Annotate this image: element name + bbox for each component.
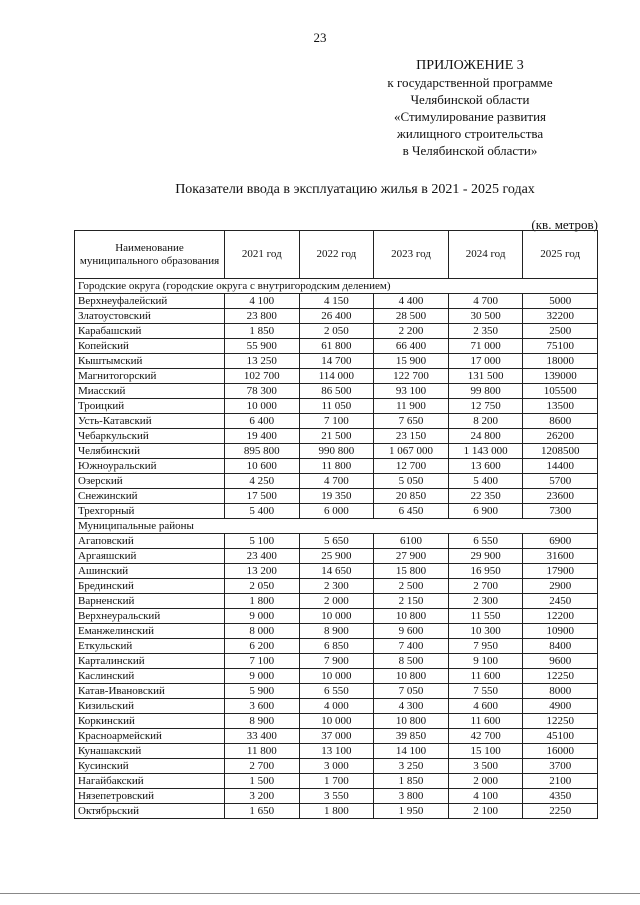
value-cell: 2500 (523, 324, 598, 339)
value-cell: 10 300 (448, 624, 523, 639)
value-cell: 8400 (523, 639, 598, 654)
value-cell: 4 600 (448, 699, 523, 714)
table-row (75, 549, 598, 564)
value-cell: 13 100 (299, 744, 374, 759)
value-cell: 1 850 (374, 774, 449, 789)
value-cell: 10 000 (299, 714, 374, 729)
value-cell: 33 400 (225, 729, 300, 744)
value-cell: 5 650 (299, 534, 374, 549)
table-row (75, 699, 598, 714)
municipality-name: Агаповский (75, 534, 225, 549)
value-cell: 4350 (523, 789, 598, 804)
value-cell: 9 000 (225, 609, 300, 624)
value-cell: 2900 (523, 579, 598, 594)
value-cell: 2 700 (448, 579, 523, 594)
municipality-name: Копейский (75, 339, 225, 354)
section-row (75, 279, 598, 294)
header-municipality: Наименование муниципального образования (75, 231, 225, 279)
value-cell: 2 100 (448, 804, 523, 819)
value-cell: 42 700 (448, 729, 523, 744)
municipality-name: Коркинский (75, 714, 225, 729)
value-cell: 22 350 (448, 489, 523, 504)
municipality-name: Брединский (75, 579, 225, 594)
municipality-name: Карабашский (75, 324, 225, 339)
header-year: 2024 год (448, 231, 523, 279)
value-cell: 99 800 (448, 384, 523, 399)
value-cell: 10 800 (374, 714, 449, 729)
value-cell: 5 400 (225, 504, 300, 519)
value-cell: 2450 (523, 594, 598, 609)
table-row (75, 354, 598, 369)
value-cell: 6 550 (448, 534, 523, 549)
section-label: Городские округа (городские округа с внутригородским делением) (75, 279, 598, 294)
value-cell: 16 950 (448, 564, 523, 579)
appendix-line: к государственной программе (387, 75, 553, 90)
value-cell: 2 700 (225, 759, 300, 774)
municipality-name: Варненский (75, 594, 225, 609)
value-cell: 6 400 (225, 414, 300, 429)
value-cell: 11 600 (448, 714, 523, 729)
value-cell: 15 100 (448, 744, 523, 759)
value-cell: 114 000 (299, 369, 374, 384)
value-cell: 86 500 (299, 384, 374, 399)
unit-label: (кв. метров) (531, 217, 598, 232)
value-cell: 12250 (523, 669, 598, 684)
table-row (75, 684, 598, 699)
value-cell: 9 100 (448, 654, 523, 669)
value-cell: 2 300 (299, 579, 374, 594)
value-cell: 10 600 (225, 459, 300, 474)
value-cell: 12 750 (448, 399, 523, 414)
value-cell: 75100 (523, 339, 598, 354)
value-cell: 1 950 (374, 804, 449, 819)
value-cell: 7 900 (299, 654, 374, 669)
value-cell: 6 850 (299, 639, 374, 654)
appendix-line: в Челябинской области» (402, 143, 538, 158)
value-cell: 4 250 (225, 474, 300, 489)
value-cell: 7 650 (374, 414, 449, 429)
value-cell: 11 800 (299, 459, 374, 474)
value-cell: 990 800 (299, 444, 374, 459)
value-cell: 1 143 000 (448, 444, 523, 459)
value-cell: 17 500 (225, 489, 300, 504)
municipality-name: Верхнеуральский (75, 609, 225, 624)
value-cell: 1 700 (299, 774, 374, 789)
value-cell: 7 400 (374, 639, 449, 654)
value-cell: 93 100 (374, 384, 449, 399)
value-cell: 6 200 (225, 639, 300, 654)
table-row (75, 669, 598, 684)
table-row (75, 429, 598, 444)
value-cell: 23 150 (374, 429, 449, 444)
value-cell: 11 800 (225, 744, 300, 759)
value-cell: 26200 (523, 429, 598, 444)
table-row (75, 714, 598, 729)
value-cell: 6 900 (448, 504, 523, 519)
municipality-name: Еткульский (75, 639, 225, 654)
value-cell: 105500 (523, 384, 598, 399)
municipality-name: Карталинский (75, 654, 225, 669)
value-cell: 4 100 (448, 789, 523, 804)
value-cell: 9 000 (225, 669, 300, 684)
table-row (75, 654, 598, 669)
value-cell: 2 150 (374, 594, 449, 609)
table-row (75, 384, 598, 399)
value-cell: 2 050 (225, 579, 300, 594)
value-cell: 11 600 (448, 669, 523, 684)
value-cell: 139000 (523, 369, 598, 384)
value-cell: 1 800 (225, 594, 300, 609)
appendix-line: «Стимулирование развития (393, 109, 547, 124)
value-cell: 7300 (523, 504, 598, 519)
table-row (75, 414, 598, 429)
table-row (75, 789, 598, 804)
value-cell: 5000 (523, 294, 598, 309)
table-row (75, 609, 598, 624)
value-cell: 8 500 (374, 654, 449, 669)
municipality-name: Аргаяшский (75, 549, 225, 564)
value-cell: 13500 (523, 399, 598, 414)
value-cell: 10900 (523, 624, 598, 639)
municipality-name: Златоустовский (75, 309, 225, 324)
value-cell: 8 900 (299, 624, 374, 639)
value-cell: 14 700 (299, 354, 374, 369)
appendix-heading: ПРИЛОЖЕНИЕ 3 (416, 58, 524, 73)
page-bottom-rule (0, 893, 640, 894)
value-cell: 131 500 (448, 369, 523, 384)
table-row (75, 729, 598, 744)
value-cell: 19 400 (225, 429, 300, 444)
value-cell: 23 400 (225, 549, 300, 564)
table-row (75, 489, 598, 504)
value-cell: 4 000 (299, 699, 374, 714)
value-cell: 27 900 (374, 549, 449, 564)
value-cell: 102 700 (225, 369, 300, 384)
value-cell: 2 200 (374, 324, 449, 339)
appendix-line: жилищного строительства (396, 126, 544, 141)
value-cell: 28 500 (374, 309, 449, 324)
value-cell: 10 800 (374, 669, 449, 684)
value-cell: 6 550 (299, 684, 374, 699)
value-cell: 12 700 (374, 459, 449, 474)
value-cell: 71 000 (448, 339, 523, 354)
municipality-name: Нагайбакский (75, 774, 225, 789)
value-cell: 4 300 (374, 699, 449, 714)
value-cell: 11 900 (374, 399, 449, 414)
value-cell: 30 500 (448, 309, 523, 324)
document-title: Показатели ввода в эксплуатацию жилья в 2021 - 2025 годах (175, 182, 535, 197)
value-cell: 122 700 (374, 369, 449, 384)
table-body (75, 279, 598, 819)
value-cell: 1 650 (225, 804, 300, 819)
value-cell: 8000 (523, 684, 598, 699)
value-cell: 15 800 (374, 564, 449, 579)
value-cell: 45100 (523, 729, 598, 744)
value-cell: 3 250 (374, 759, 449, 774)
municipality-name: Снежинский (75, 489, 225, 504)
value-cell: 15 900 (374, 354, 449, 369)
section-row (75, 519, 598, 534)
value-cell: 7 050 (374, 684, 449, 699)
value-cell: 8 200 (448, 414, 523, 429)
header-row (75, 231, 598, 279)
value-cell: 3700 (523, 759, 598, 774)
table-row (75, 294, 598, 309)
value-cell: 8 000 (225, 624, 300, 639)
value-cell: 7 100 (299, 414, 374, 429)
table-row (75, 564, 598, 579)
value-cell: 26 400 (299, 309, 374, 324)
table-row (75, 504, 598, 519)
municipality-name: Челябинский (75, 444, 225, 459)
indicators-table (74, 230, 598, 819)
table-row (75, 459, 598, 474)
appendix-line: Челябинской области (410, 92, 530, 107)
value-cell: 5 100 (225, 534, 300, 549)
header-year: 2021 год (225, 231, 300, 279)
value-cell: 13 600 (448, 459, 523, 474)
municipality-name: Верхнеуфалейский (75, 294, 225, 309)
value-cell: 21 500 (299, 429, 374, 444)
value-cell: 17900 (523, 564, 598, 579)
table-row (75, 579, 598, 594)
municipality-name: Усть-Катавский (75, 414, 225, 429)
value-cell: 3 500 (448, 759, 523, 774)
value-cell: 6900 (523, 534, 598, 549)
value-cell: 16000 (523, 744, 598, 759)
table-row (75, 639, 598, 654)
value-cell: 2100 (523, 774, 598, 789)
value-cell: 66 400 (374, 339, 449, 354)
value-cell: 24 800 (448, 429, 523, 444)
table-row (75, 759, 598, 774)
value-cell: 1 500 (225, 774, 300, 789)
value-cell: 6 450 (374, 504, 449, 519)
table-row (75, 339, 598, 354)
municipality-name: Катав-Ивановский (75, 684, 225, 699)
page-number: 23 (313, 30, 327, 45)
value-cell: 9600 (523, 654, 598, 669)
value-cell: 1 800 (299, 804, 374, 819)
value-cell: 2 050 (299, 324, 374, 339)
table-row (75, 774, 598, 789)
municipality-name: Южноуральский (75, 459, 225, 474)
table-row (75, 534, 598, 549)
value-cell: 8600 (523, 414, 598, 429)
value-cell: 37 000 (299, 729, 374, 744)
value-cell: 19 350 (299, 489, 374, 504)
value-cell: 4 400 (374, 294, 449, 309)
municipality-name: Красноармейский (75, 729, 225, 744)
value-cell: 8 900 (225, 714, 300, 729)
value-cell: 2 500 (374, 579, 449, 594)
value-cell: 2 000 (299, 594, 374, 609)
value-cell: 20 850 (374, 489, 449, 504)
municipality-name: Еманжелинский (75, 624, 225, 639)
value-cell: 1 067 000 (374, 444, 449, 459)
value-cell: 2 300 (448, 594, 523, 609)
value-cell: 3 200 (225, 789, 300, 804)
value-cell: 13 200 (225, 564, 300, 579)
table-row (75, 744, 598, 759)
value-cell: 23 800 (225, 309, 300, 324)
municipality-name: Магнитогорский (75, 369, 225, 384)
table-row (75, 324, 598, 339)
appendix-block (330, 57, 610, 159)
value-cell: 4 150 (299, 294, 374, 309)
value-cell: 895 800 (225, 444, 300, 459)
municipality-name: Кизильский (75, 699, 225, 714)
value-cell: 7 550 (448, 684, 523, 699)
value-cell: 11 050 (299, 399, 374, 414)
value-cell: 1208500 (523, 444, 598, 459)
value-cell: 6 000 (299, 504, 374, 519)
value-cell: 4 700 (448, 294, 523, 309)
value-cell: 14400 (523, 459, 598, 474)
table-row (75, 309, 598, 324)
value-cell: 5 050 (374, 474, 449, 489)
municipality-name: Миасский (75, 384, 225, 399)
value-cell: 10 000 (299, 669, 374, 684)
value-cell: 25 900 (299, 549, 374, 564)
value-cell: 10 000 (225, 399, 300, 414)
municipality-name: Каслинский (75, 669, 225, 684)
value-cell: 1 850 (225, 324, 300, 339)
value-cell: 5 400 (448, 474, 523, 489)
value-cell: 13 250 (225, 354, 300, 369)
value-cell: 4 100 (225, 294, 300, 309)
section-label: Муниципальные районы (75, 519, 598, 534)
table-row (75, 369, 598, 384)
value-cell: 55 900 (225, 339, 300, 354)
value-cell: 3 600 (225, 699, 300, 714)
value-cell: 5 900 (225, 684, 300, 699)
table-header (75, 231, 598, 279)
value-cell: 29 900 (448, 549, 523, 564)
value-cell: 14 650 (299, 564, 374, 579)
value-cell: 2250 (523, 804, 598, 819)
value-cell: 9 600 (374, 624, 449, 639)
municipality-name: Трехгорный (75, 504, 225, 519)
municipality-name: Нязепетровский (75, 789, 225, 804)
header-year: 2023 год (374, 231, 449, 279)
value-cell: 6100 (374, 534, 449, 549)
municipality-name: Троицкий (75, 399, 225, 414)
header-year: 2025 год (523, 231, 598, 279)
value-cell: 11 550 (448, 609, 523, 624)
value-cell: 12200 (523, 609, 598, 624)
table-row (75, 594, 598, 609)
municipality-name: Кунашакский (75, 744, 225, 759)
municipality-name: Ашинский (75, 564, 225, 579)
table-row (75, 804, 598, 819)
value-cell: 14 100 (374, 744, 449, 759)
table-row (75, 399, 598, 414)
municipality-name: Кусинский (75, 759, 225, 774)
value-cell: 7 100 (225, 654, 300, 669)
municipality-name: Чебаркульский (75, 429, 225, 444)
value-cell: 39 850 (374, 729, 449, 744)
table-row (75, 444, 598, 459)
value-cell: 3 000 (299, 759, 374, 774)
value-cell: 2 000 (448, 774, 523, 789)
value-cell: 18000 (523, 354, 598, 369)
value-cell: 5700 (523, 474, 598, 489)
header-year: 2022 год (299, 231, 374, 279)
value-cell: 23600 (523, 489, 598, 504)
value-cell: 32200 (523, 309, 598, 324)
value-cell: 12250 (523, 714, 598, 729)
value-cell: 31600 (523, 549, 598, 564)
value-cell: 3 800 (374, 789, 449, 804)
municipality-name: Озерский (75, 474, 225, 489)
municipality-name: Кыштымский (75, 354, 225, 369)
municipality-name: Октябрьский (75, 804, 225, 819)
value-cell: 17 000 (448, 354, 523, 369)
value-cell: 10 000 (299, 609, 374, 624)
value-cell: 2 350 (448, 324, 523, 339)
value-cell: 3 550 (299, 789, 374, 804)
value-cell: 4 700 (299, 474, 374, 489)
table-row (75, 474, 598, 489)
value-cell: 10 800 (374, 609, 449, 624)
value-cell: 61 800 (299, 339, 374, 354)
table-row (75, 624, 598, 639)
value-cell: 78 300 (225, 384, 300, 399)
value-cell: 4900 (523, 699, 598, 714)
value-cell: 7 950 (448, 639, 523, 654)
